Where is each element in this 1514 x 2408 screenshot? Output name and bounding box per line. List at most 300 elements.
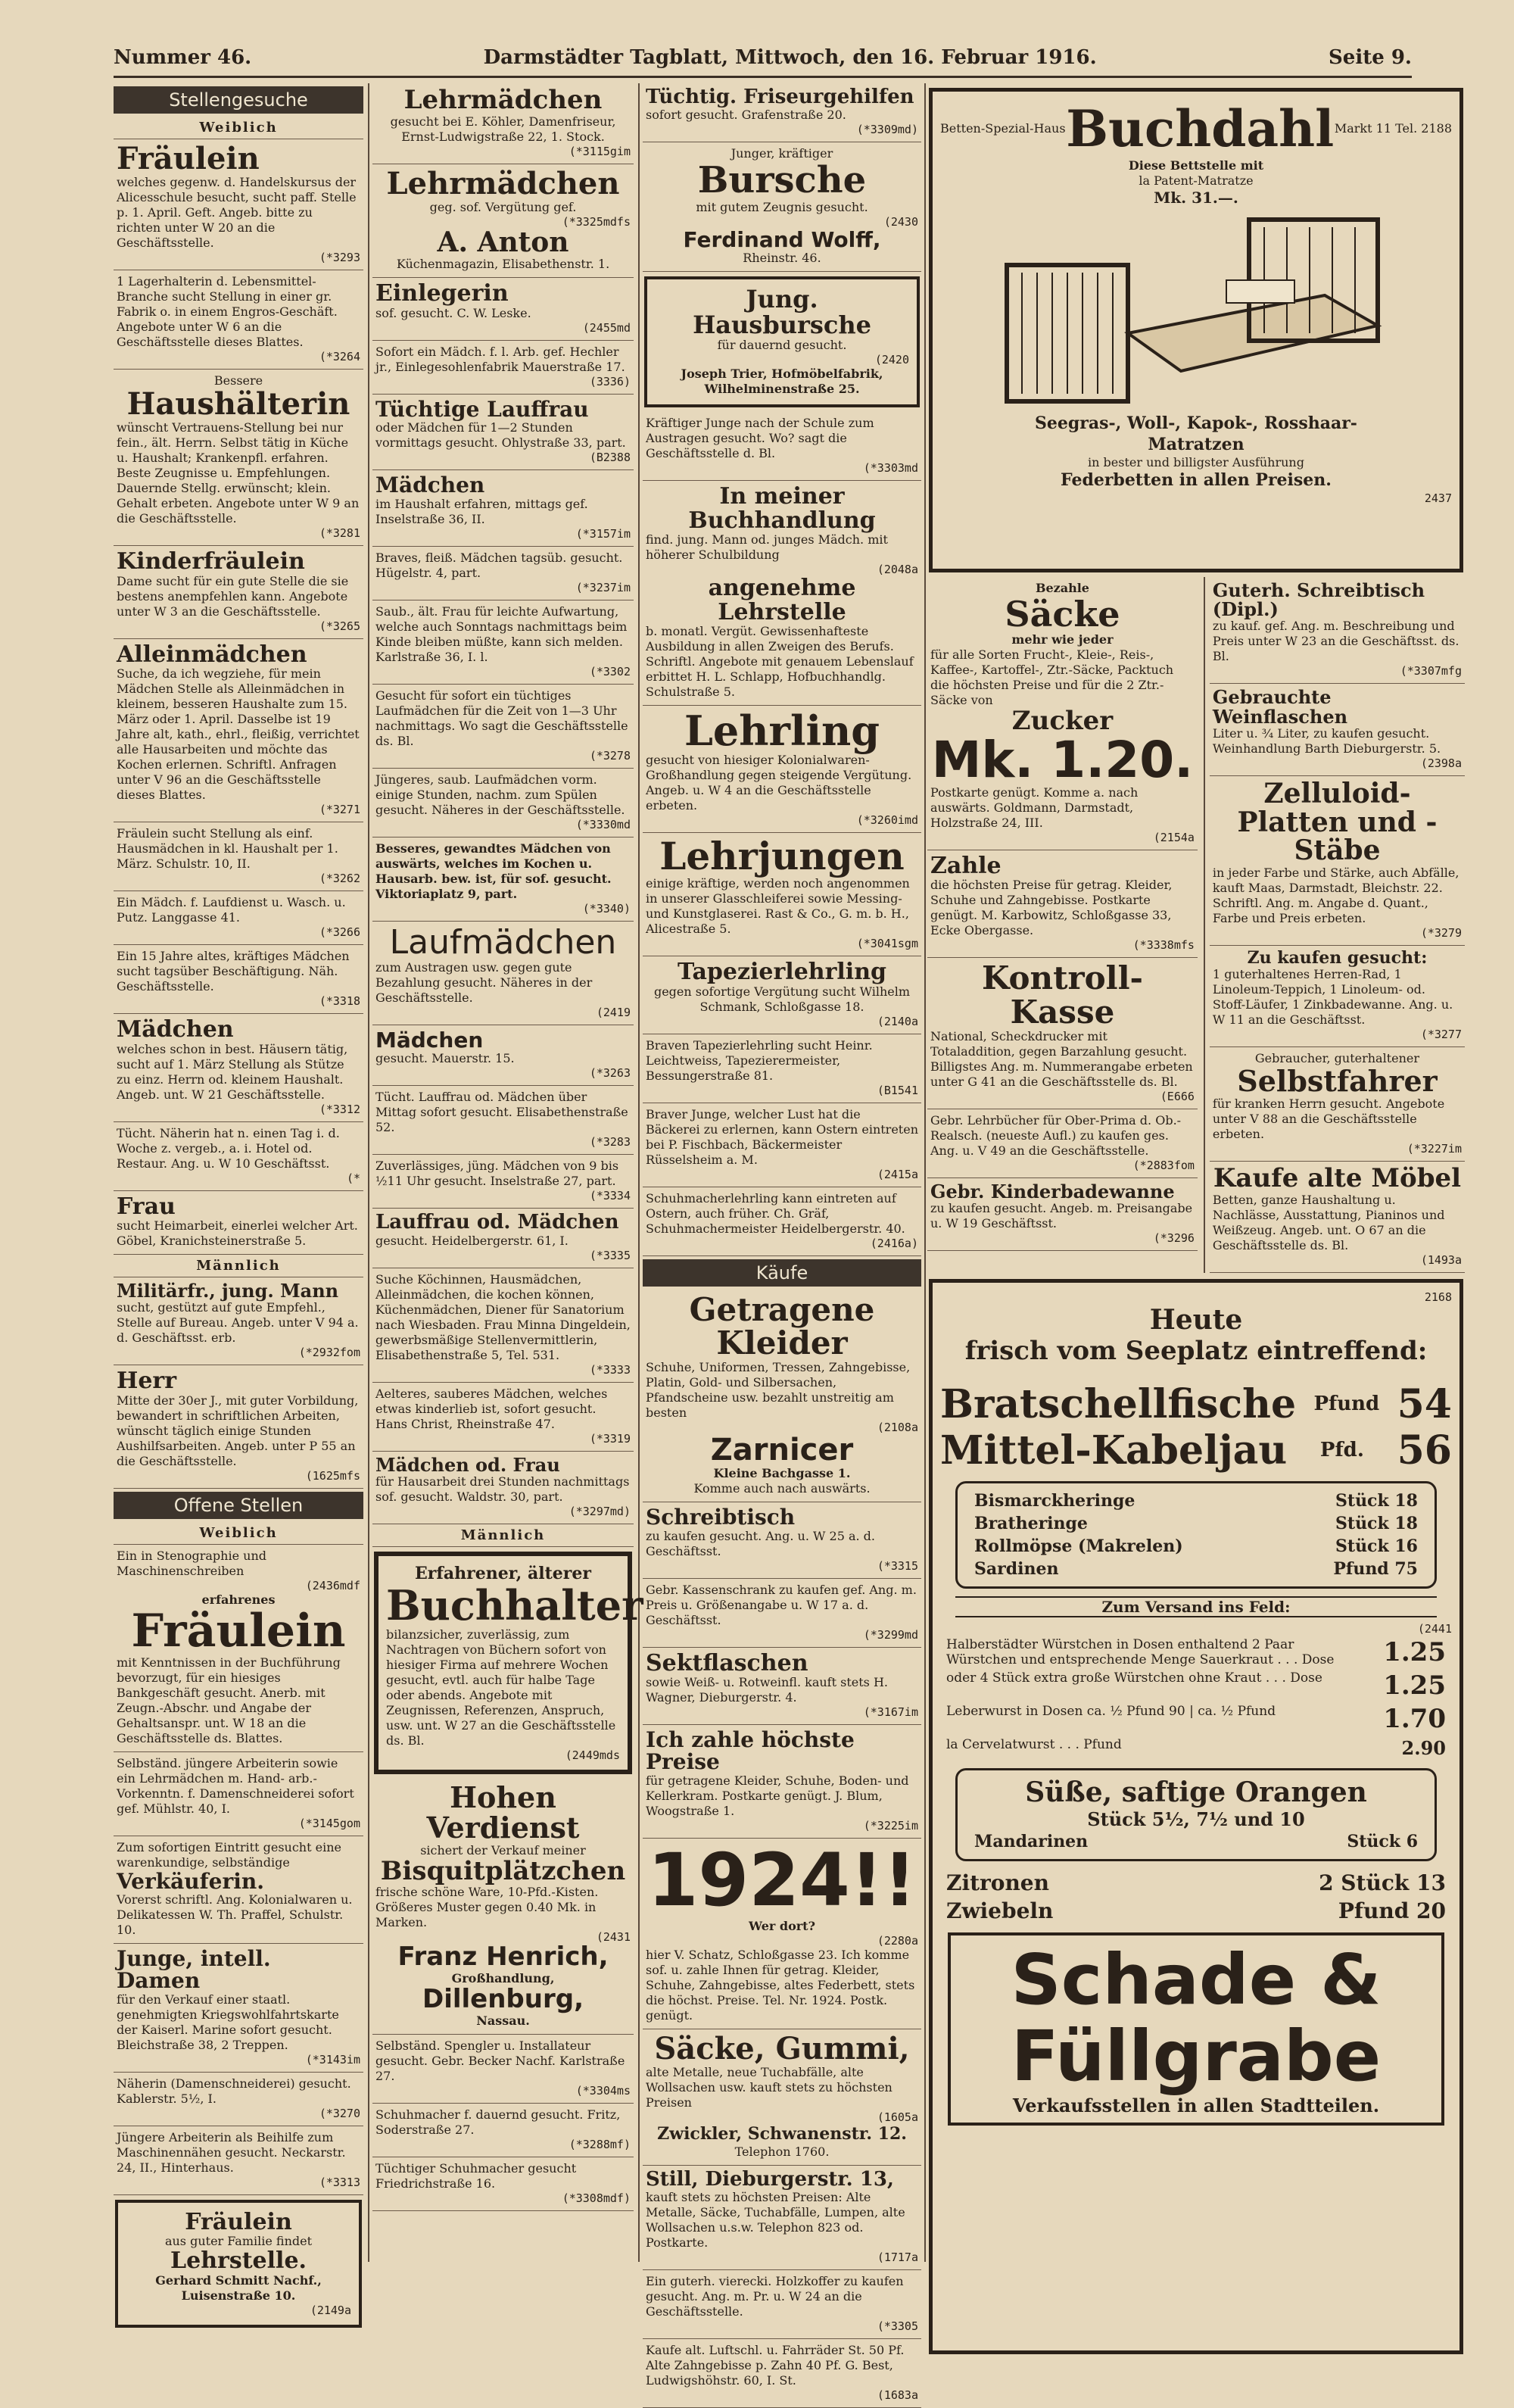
ad-text: Schuhmacherlehrling kann eintreten auf Ostern, auch früher. Ch. Gräf, Schuhmachermeister Heidelbergerstr. 40.	[646, 1190, 905, 1236]
ad-ref: (*3264	[319, 350, 360, 363]
ad-headline: Schreibtisch	[646, 1505, 796, 1530]
ad-ref: (*3145gom	[298, 1816, 360, 1830]
ad-price: Mk. 1.20.	[931, 730, 1194, 789]
ad-text: für den Verkauf einer staatl. genehmigten Kriegswohlfahrtskarte der Kaiserl. Marine sofort gesucht. Bleichstraße 38, 2 Treppen.	[117, 1992, 339, 2052]
classified-ad	[372, 1452, 634, 1524]
ad-ref: (*3302	[589, 664, 631, 678]
ad-ref: (*3225im	[863, 1818, 918, 1833]
herring-unit: Stück	[1335, 1536, 1389, 1556]
bed-ad-header	[940, 99, 1452, 158]
ad-text: Jüngere Arbeiterin als Beihilfe zum Maschinennähen gesucht. Neckarstr. 24, II., Hinterhaus.	[117, 2129, 346, 2175]
ad-ref: (*	[346, 1171, 360, 1185]
classified-ad	[643, 1725, 921, 1839]
classified-ad	[1210, 684, 1465, 775]
ad-headline: Kinderfräulein	[117, 548, 305, 575]
ad-text: Braves, fleiß. Mädchen tagsüb. gesucht. Hügelstr. 4, part.	[375, 550, 623, 580]
feld-price: 1.25	[1383, 1636, 1446, 1667]
ad-headline: Sektflaschen	[646, 1649, 808, 1677]
herring-row	[968, 1489, 1424, 1512]
section-heading: Stellengesuche	[114, 86, 363, 114]
ad-text: Tücht. Lauffrau od. Mädchen über Mittag sofort gesucht. Elisabethenstraße 52.	[375, 1090, 628, 1135]
ad-ref: (*3167im	[863, 1705, 918, 1720]
ad-headline: Tüchtig. Friseurgehilfen	[646, 86, 914, 108]
classified-ad	[372, 1086, 634, 1155]
ad-text: sowie Weiß- u. Rotweinfl. kauft stets H. Wagner, Dieburgerstr. 4.	[646, 1675, 888, 1705]
ad-headline: Mädchen	[117, 1016, 234, 1043]
classified-ad	[372, 685, 634, 769]
herring-price: 18	[1394, 1490, 1418, 1511]
ad-ref: (2441	[1417, 1621, 1452, 1636]
ad-ref: 2168	[1424, 1290, 1452, 1304]
ad-company: Ferdinand Wolff,	[683, 226, 881, 252]
herring-price: 18	[1394, 1513, 1418, 1533]
ad-text: für dauernd gesucht.	[717, 338, 847, 353]
classified-ad	[114, 639, 363, 823]
ad-text: Küchenmagazin, Elisabethenstr. 1.	[396, 257, 610, 272]
ad-city: Dillenburg,	[422, 1984, 584, 2015]
ad-ref: (1625mfs	[305, 1468, 360, 1483]
ad-ref: (*2932fom	[298, 1346, 360, 1360]
ad-headline: Ich zahle höchste Preise	[646, 1727, 855, 1775]
ad-ref: (2436mdf	[305, 1578, 360, 1592]
ad-text: Wer dort?	[749, 1918, 815, 1933]
ad-ref: (1605a	[877, 2110, 918, 2124]
ad-ref: (*3313	[319, 2175, 360, 2189]
ad-headline: Verkäuferin.	[117, 1868, 264, 1894]
classified-ad	[643, 2270, 921, 2339]
ad-headline: Zucker	[1011, 706, 1114, 737]
bed-advertisement	[929, 88, 1463, 572]
ad-ref: (*3312	[319, 1102, 360, 1116]
feld-item: Leberwurst in Dosen ca. ½ Pfund 90 | ca. ½ Pfund	[946, 1703, 1276, 1719]
classified-ad	[114, 1014, 363, 1122]
classified-ad	[643, 706, 921, 833]
ad-headline: Getragene Kleider	[689, 1290, 875, 1362]
feld-item: la Cervelatwurst . . . Pfund	[946, 1736, 1122, 1752]
ad-headline: Haushälterin	[126, 386, 350, 422]
ad-ref: (*3307mfg	[1400, 664, 1462, 678]
feld-price: 1.70	[1383, 1703, 1446, 1734]
herring-row	[968, 1558, 1424, 1580]
classified-ad	[1210, 776, 1465, 946]
classified-ad	[114, 1365, 363, 1489]
ad-headline: Mädchen od. Frau	[375, 1453, 560, 1476]
herring-name: Rollmöpse (Makrelen)	[974, 1536, 1183, 1556]
ad-headline: Zahle	[930, 852, 1002, 879]
classified-ad	[643, 412, 921, 481]
classified-ad	[372, 164, 634, 279]
ad-headline: Fräulein	[131, 1604, 346, 1658]
feld-row	[940, 1736, 1452, 1761]
lemon-row	[940, 1869, 1452, 1897]
lemon-item: Zitronen	[946, 1870, 1049, 1895]
herring-row	[968, 1512, 1424, 1535]
ad-ref: (*3157im	[575, 526, 631, 541]
column-4-wide	[927, 83, 1465, 2262]
bed-ad-line: la Patent-Matratze	[1139, 173, 1254, 188]
ad-text: Suche, da ich wegziehe, für mein Mädchen Stelle als Alleinmädchen in kleinem, besseren Haushalte zum 15. März oder 1. April. Dasselbe ist 19 Jahre alt, kath., ehrl., fleißig, verrichtet alle Hausarbeiten und möchte das Kochen erlernen. Schriftl. Anfragen unter V 96 an die Geschäftsstelle dieses Blattes.	[117, 666, 360, 802]
classified-ad	[372, 341, 634, 395]
section-heading: Offene Stellen	[114, 1492, 363, 1519]
ad-text: für Hausarbeit drei Stunden nachmittags sof. gesucht. Waldstr. 30, part.	[375, 1474, 630, 1504]
bed-ad-price: Mk. 31.—.	[1154, 189, 1238, 207]
ad-text: einige kräftige, werden noch angenommen in unserer Glasschleiferei sowie Messing- und Kunstglaserei. Rast & Co., G. m. b. H., Alicestraße 5.	[646, 876, 910, 937]
ad-headline: Lauffrau od. Mädchen	[375, 1211, 619, 1234]
ad-text: Betten, ganze Haushaltung u. Nachlässe, Ausstattung, Pianinos und Weißzeug. Angeb. unt. O 67 an die Geschäftsstelle ds. Bl.	[1212, 1192, 1445, 1252]
ad-text: Dame sucht für ein gute Stelle die sie bestens anempfehlen kann. Angebote unter W 3 an die Geschäftsstelle.	[117, 573, 349, 619]
ad-company: Zarnicer	[710, 1433, 854, 1468]
ad-headline: Lehrmädchen	[403, 85, 603, 115]
classified-ad	[114, 139, 363, 270]
feld-row	[940, 1702, 1452, 1736]
newspaper-title: Darmstädter Tagblatt, Mittwoch, den 16. Februar 1916.	[483, 46, 1097, 69]
ad-ref: (2420	[874, 353, 909, 367]
ad-ref: (*3266	[319, 925, 360, 939]
ad-text: welches gegenw. d. Handelskursus der Alicesschule besucht, sucht paff. Stelle p. 1. April. Geft. Angeb. bitte zu richten unter W 20 an die Geschäftsstelle.	[117, 175, 357, 250]
classified-ad	[372, 1155, 634, 1209]
ad-headline: Still, Dieburgerstr. 13,	[646, 2168, 894, 2191]
ad-text: Näherin (Damenschneiderei) gesucht. Kablerstr. 5½, I.	[117, 2076, 351, 2106]
ad-headline: Einlegerin	[375, 280, 509, 307]
classified-ad	[643, 1502, 921, 1578]
classified-ad	[1210, 946, 1465, 1047]
ad-ref: (B1541	[877, 1083, 918, 1097]
store-tagline: Verkaufsstellen in allen Stadtteilen.	[1012, 2095, 1380, 2117]
ad-ref: (*3304ms	[575, 2083, 631, 2098]
ad-headline: 1924!!	[647, 1837, 917, 1923]
onion-item: Zwiebeln	[946, 1898, 1054, 1923]
herring-name: Sardinen	[974, 1558, 1059, 1579]
lemon-price: 13	[1416, 1870, 1446, 1895]
ad-text: Komme auch nach auswärts.	[693, 1481, 871, 1496]
ad-text: oder Mädchen für 1—2 Stunden vormittags gesucht. Ohlystraße 33, part.	[375, 420, 626, 451]
ad-text: mit Kenntnissen in der Buchführung bevorzugt, für ein hiesiges Bankgeschäft gesucht. Anerb. mit Zeugn.-Abschr. und Angabe der Gehaltsanspr. unt. W 18 an die Geschäftsstelle ds. Blattes.	[117, 1655, 341, 1745]
ad-text: welches schon in best. Häusern tätig, sucht auf 1. März Stellung als Stütze zu einz. Herrn od. kleinem Haushalt. Angeb. unt. W 21 Geschäftsstelle.	[117, 1041, 348, 1102]
ad-text: für alle Sorten Frucht-, Kleie-, Reis-, Kaffee-, Kartoffel-, Ztr.-Säcke, Packtuch die höchsten Preise und für die 2 Ztr.-Säcke von	[930, 647, 1174, 708]
classified-ad	[114, 822, 363, 891]
ad-text: Mitte der 30er J., mit guter Vorbildung, bewandert in schriftlichen Arbeiten, wünscht täglich einige Stunden Aushilfsarbeiten. Angeb. unter P 55 an die Geschäftsstelle.	[117, 1393, 359, 1468]
classified-ad	[114, 1545, 363, 1752]
classified-ad	[372, 837, 634, 922]
ad-ref: (*3325mdfs	[562, 214, 631, 229]
fish-ad-heading: Heute	[1149, 1303, 1243, 1336]
ad-ref: (1493a	[1420, 1252, 1462, 1267]
ad-ref: (*3263	[589, 1066, 631, 1081]
ad-ref: (E666	[1160, 1089, 1195, 1103]
feld-row	[940, 1636, 1452, 1669]
ad-text: Ein 15 Jahre altes, kräftiges Mädchen sucht tagsüber Beschäftigung. Näh. Geschäftsstelle.	[117, 949, 350, 993]
ad-ref: (*3270	[319, 2106, 360, 2120]
ad-headline: Hohen Verdienst	[426, 1780, 580, 1845]
ad-text: Suche Köchinnen, Hausmädchen, Alleinmädchen, die kochen können, Küchenmädchen, Diener für Sanatorium nach Wiesbaden. Frau Minna Dingeldein, gewerbsmäßige Stellenvermittlerin, Elisabethenstraße 5, Tel. 531.	[375, 1271, 631, 1362]
ad-text: bilanzsicher, zuverlässig, zum Nachtragen von Büchern sofort von hiesiger Firma auf mehrere Wochen gesucht, evtl. auch für halbe Tage oder abends. Angebote mit Zeugnissen, Referenzen, Anspruch, usw. unt. W 27 an die Geschäftsstelle ds. Bl.	[386, 1627, 616, 1748]
ad-ref: (*3338mfs	[1132, 938, 1195, 953]
ad-ref: 2437	[1424, 491, 1452, 505]
herring-unit: Stück	[1335, 1513, 1389, 1533]
ad-text: im Haushalt erfahren, mittags gef. Inselstraße 36, II.	[375, 496, 588, 526]
ad-text: mit gutem Zeugnis gesucht.	[696, 199, 868, 214]
ad-ref: (*3293	[319, 251, 360, 264]
ad-text: Joseph Trier, Hofmöbelfabrik, Wilhelminenstraße 25.	[681, 367, 883, 397]
ad-ref: (*3227im	[1407, 1142, 1462, 1156]
classified-ad	[643, 833, 921, 957]
subsection-heading: Männlich	[114, 1255, 363, 1277]
ad-text: Gebr. Lehrbücher für Ober-Prima d. Ob.-Realsch. (neueste Aufl.) zu kaufen ges. Ang. u. V 49 an die Geschäftsstelle.	[930, 1112, 1182, 1158]
column-2	[372, 83, 643, 2262]
ad-ref: (*3271	[319, 803, 360, 816]
subsection-heading: Weiblich	[114, 117, 363, 139]
herring-name: Bismarckheringe	[974, 1490, 1136, 1511]
ad-text: 1 Lagerhalterin d. Lebensmittel-Branche sucht Stellung in einer gr. Fabrik o. in einem Engros-Geschäft. Angebote unter W 6 an die Geschäftsstelle dieses Blattes.	[117, 274, 338, 349]
ad-headline: Laufmädchen	[389, 922, 617, 962]
mid-ads-row	[927, 577, 1465, 1273]
ad-ref: (B2388	[589, 451, 631, 465]
ad-headline: Gebrauchte Weinflaschen	[1212, 686, 1348, 728]
ad-company: Franz Henrich,	[397, 1942, 609, 1973]
orange-unit: Stück	[1347, 1831, 1401, 1851]
classified-ad	[372, 1383, 634, 1452]
classified-ad	[372, 1779, 634, 2035]
subsection-heading: Männlich	[372, 1524, 634, 1547]
herring-unit: Pfund	[1333, 1558, 1389, 1579]
store-name-line: Füllgrabe	[1011, 2016, 1382, 2097]
ad-text: Bezahle	[1035, 581, 1089, 595]
ad-text: alte Metalle, neue Tuchabfälle, alte Wollsachen usw. kauft stets zu höchsten Preisen	[646, 2064, 893, 2110]
ad-text: Nassau.	[476, 2013, 530, 2028]
ad-headline: Tapezierlehrling	[678, 959, 886, 986]
schade-box	[948, 1932, 1444, 2126]
ad-headline: Selbstfahrer	[1237, 1064, 1438, 1099]
ad-ref: (*3277	[1420, 1028, 1462, 1042]
ad-text: für kranken Herrn gesucht. Angebote unter V 88 an die Geschäftsstelle erbeten.	[1212, 1096, 1445, 1142]
bed-ad-line: in bester und billigster Ausführung	[1088, 455, 1304, 469]
ad-ref: (1717a	[877, 2250, 918, 2265]
fish-item-unit: Pfund	[1313, 1393, 1380, 1416]
ad-ref: (*3237im	[575, 580, 631, 594]
ad-company: Zwickler, Schwanenstr. 12.	[657, 2123, 907, 2144]
ad-text: Tüchtiger Schuhmacher gesucht Friedrichstraße 16.	[375, 2160, 577, 2191]
classified-ad	[927, 577, 1198, 850]
classified-ad	[1210, 1162, 1465, 1273]
page-side: Seite 9.	[1329, 46, 1412, 69]
classified-ad	[114, 1752, 363, 1836]
orange-price: 6	[1406, 1831, 1418, 1851]
classified-ad	[643, 1290, 921, 1502]
ad-headline: Fräulein	[117, 141, 260, 176]
ad-ref: (*3281	[319, 526, 360, 540]
ad-text: hier V. Schatz, Schloßgasse 23. Ich komme sof. u. zahle Ihnen für getrag. Kleider, Schuhe, Zahngebisse, altes Federbett, stets die höchst. Preise. Tel. Nr. 1924. Postk. genügt.	[646, 1947, 915, 2023]
herring-box	[955, 1481, 1437, 1589]
fish-item-unit: Pfd.	[1319, 1439, 1364, 1462]
classified-ad	[643, 2029, 921, 2166]
onion-price: 20	[1416, 1898, 1446, 1923]
ad-text: Braver Junge, welcher Lust hat die Bäckerei zu erlernen, kann Ostern eintreten bei P. Fischbach, Bäckermeister Rüsselsheim a. M.	[646, 1106, 918, 1167]
ad-ref: (*3288mf)	[569, 2137, 631, 2151]
classified-ad	[643, 956, 921, 1034]
store-name-line: Schade &	[1011, 1939, 1382, 2020]
classified-ad	[372, 1268, 634, 1383]
ad-ref: (2108a	[877, 1421, 918, 1435]
ad-ref: (2431	[596, 1930, 631, 1945]
classified-ad	[372, 600, 634, 685]
ad-text: National, Scheckdrucker mit Totaladdition, gegen Barzahlung gesucht. Billigstes Ang. m. Nummerangabe erbeten unter G 41 an die Geschäftsstelle ds. Bl.	[930, 1028, 1193, 1089]
bed-ad-right: Markt 11 Tel. 2188	[1334, 121, 1452, 136]
ad-ref: (*3305	[877, 2319, 918, 2334]
ad-headline: Lehrling	[684, 706, 880, 756]
ad-text: gesucht. Mauerstr. 15.	[375, 1051, 515, 1066]
section-heading: Käufe	[643, 1259, 921, 1287]
ad-text: Kaufe alt. Luftschl. u. Fahrräder St. 50 Pf. Alte Zahngebisse p. Zahn 40 Pf. G. Best, Ludwigshöhstr. 60, I. St.	[646, 2343, 905, 2388]
ad-text: Gesucht für sofort ein tüchtiges Laufmädchen für die Zeit von 1—3 Uhr nachmittags. Wo sagt die Geschäftsstelle ds. Bl.	[375, 688, 628, 748]
ad-ref: (*3318	[319, 994, 360, 1008]
classified-ad	[643, 2339, 921, 2408]
fish-advertisement	[929, 1279, 1463, 2354]
column-rule	[368, 83, 369, 2262]
column-rule	[924, 83, 926, 2262]
classified-ad	[927, 850, 1198, 959]
ad-text: Gebraucher, guterhaltener	[1254, 1051, 1420, 1066]
ad-ref: (2398a	[1420, 756, 1462, 770]
classified-ad	[372, 922, 634, 1025]
ad-text: Saub., ält. Frau für leichte Aufwartung, welche auch Sonntags nachmittags beim Kinde bleiben müßte, kann sich melden. Karlstraße 36, I. l.	[375, 604, 628, 664]
ad-text: Vorerst schriftl. Ang. Kolonialwaren u. Delikatessen W. Th. Praffel, Schulstr. 10.	[117, 1892, 353, 1938]
fish-ad-subheading: frisch vom Seeplatz eintreffend:	[964, 1335, 1428, 1366]
classified-ad	[643, 1034, 921, 1103]
ad-text: Selbständ. jüngere Arbeiterin sowie ein Lehrmädchen m. Hand- arb.-Vorkenntn. f. Damenschneiderei sofort gef. Mühlstr. 40, I.	[117, 1755, 354, 1816]
classified-ad	[372, 470, 634, 546]
ad-headline: Frau	[117, 1193, 176, 1220]
classified-ad	[114, 1122, 363, 1191]
onion-row	[940, 1897, 1452, 1925]
ad-text: Schuhe, Uniformen, Tressen, Zahngebisse, Platin, Gold- und Silbersachen, Pfandscheine usw. bezahlt unstreitig am besten	[646, 1360, 911, 1421]
ad-text: erfahrenes	[201, 1592, 276, 1607]
ad-ref: (2140a	[877, 1014, 918, 1028]
classified-ad	[114, 546, 363, 639]
orange-text: Stück 5½, 7½ und 10	[1087, 1808, 1305, 1830]
ad-headline: Jung. Hausbursche	[693, 285, 871, 339]
ad-ref: (*3297md)	[569, 1504, 631, 1518]
ad-ref: (*3334	[589, 1189, 631, 1203]
ad-headline: Alleinmädchen	[117, 641, 307, 668]
feld-row	[940, 1669, 1452, 1702]
feld-item: oder 4 Stück extra große Würstchen ohne Kraut . . . Dose	[946, 1670, 1322, 1686]
ad-text: Ein Mädch. f. Laufdienst u. Wasch. u. Putz. Langgasse 41.	[117, 895, 346, 925]
ad-text: Rheinstr. 46.	[743, 251, 821, 266]
ad-headline: Kontroll-Kasse	[981, 959, 1143, 1031]
ad-ref: (*3335	[589, 1248, 631, 1262]
ad-headline: Zu kaufen gesucht:	[1247, 948, 1428, 969]
ad-headline: Säcke, Gummi,	[654, 2030, 910, 2066]
ad-ref: (2455md	[582, 320, 631, 335]
fish-item-price: 56	[1397, 1427, 1452, 1474]
ad-text: Fräulein sucht Stellung als einf. Hausmädchen in kl. Haushalt per 1. März. Schulstr. 10, II.	[117, 826, 338, 871]
classified-ad	[372, 83, 634, 164]
boxed-ad	[374, 1552, 643, 1774]
ad-headline: Guterh. Schreibtisch (Dipl.)	[1212, 579, 1425, 621]
ad-text: sucht, gestützt auf gute Empfehl., Stelle auf Bureau. Angeb. unter V 94 a. d. Geschäftsst. erb.	[117, 1300, 359, 1346]
ad-text: Sofort ein Mädch. f. l. Arb. gef. Hechler jr., Einlegesohlenfabrik Mauerstraße 17.	[375, 344, 625, 374]
bed-ad-line: Seegras-, Woll-, Kapok-, Rosshaar-	[1035, 413, 1357, 433]
ad-ref: (1683a	[877, 2388, 918, 2403]
classified-ad	[114, 1944, 363, 2073]
ad-text: Erfahrener, älterer	[415, 1563, 591, 1583]
ad-ref: (*3315	[877, 1558, 918, 1573]
herring-price: 75	[1394, 1558, 1418, 1579]
ad-text: sucht Heimarbeit, einerlei welcher Art. Göbel, Kranichsteinerstraße 5.	[117, 1218, 358, 1248]
ad-headline: Lehrstelle.	[170, 2247, 307, 2275]
column-1	[114, 83, 363, 2317]
orange-item: Mandarinen	[974, 1831, 1089, 1851]
ad-text: Telephon 1760.	[734, 2144, 830, 2160]
ad-text: Gebr. Kassenschrank zu kaufen gef. Ang. m. Preis u. Größenangabe u. W 17 a. d. Geschäftsst.	[646, 1582, 917, 1627]
ad-text: zum Austragen usw. gegen gute Bezahlung gesucht. Näheres in der Geschäftsstelle.	[375, 959, 593, 1005]
bed-ad-brand: Buchdahl	[1066, 99, 1335, 158]
ad-headline: Fräulein	[185, 2208, 292, 2235]
ad-ref: (*3309md)	[856, 123, 918, 137]
ad-text: zu kauf. gef. Ang. m. Beschreibung und Preis unter W 23 an die Geschäftsst. ds. Bl.	[1212, 619, 1459, 664]
classified-ad	[114, 2073, 363, 2126]
classified-ad	[114, 2126, 363, 2195]
classified-ad	[643, 481, 921, 706]
ad-headline: Säcke	[1005, 594, 1120, 635]
ad-text: Junger, kräftiger	[731, 146, 833, 161]
classified-ad	[927, 1178, 1198, 1251]
ad-text: Selbständ. Spengler u. Installateur gesucht. Gebr. Becker Nachf. Karlstraße 27.	[375, 2038, 625, 2083]
ad-ref: (*3303md	[863, 461, 918, 476]
ad-text: zu kaufen gesucht. Angeb. m. Preisangabe u. W 19 Geschäftsst.	[930, 1200, 1193, 1231]
ad-ref: (2419	[596, 1005, 631, 1019]
ad-ref: (2280a	[877, 1933, 918, 1948]
classified-ad	[372, 2157, 634, 2211]
ad-headline: In meiner Buchhandlung	[688, 483, 876, 534]
ad-text: Aelteres, sauberes Mädchen, welches etwas kinderlieb ist, sofort gesucht. Hans Christ, Rheinstraße 47.	[375, 1386, 608, 1431]
boxed-ad	[644, 276, 920, 407]
classified-ad	[643, 1579, 921, 1648]
ad-text: aus guter Familie findet	[164, 2234, 313, 2249]
classified-ad	[1210, 1047, 1465, 1162]
ad-headline: Tüchtige Lauffrau	[375, 396, 589, 422]
fish-item-name: Mittel-Kabeljau	[940, 1427, 1288, 1474]
ad-text: Gerhard Schmitt Nachf., Luisenstraße 10.	[155, 2272, 322, 2303]
ad-ref: (*3319	[589, 1431, 631, 1446]
classified-ad	[927, 958, 1198, 1109]
ad-headline: Bisquitplätzchen	[380, 1855, 626, 1886]
ad-text: geg. sof. Vergütung gef.	[429, 199, 577, 214]
ad-text: Besseres, gewandtes Mädchen von auswärts, welches im Kochen u. Hausarb. bew. ist, für sof. gesucht. Viktoriaplatz 9, part.	[375, 841, 612, 901]
ad-headline: Mädchen	[375, 473, 485, 498]
ad-text: in jeder Farbe und Stärke, auch Abfälle, kauft Maas, Darmstadt, Bleichstr. 22. Schriftl. Ang. m. Angabe d. Quant., Farbe und Preis erbeten.	[1212, 866, 1459, 926]
ad-ref: (*3041sgm	[856, 937, 918, 951]
bed-ad-line: Matratzen	[1148, 434, 1245, 454]
feld-price: 1.25	[1383, 1670, 1446, 1701]
feld-heading: Zum Versand ins Feld:	[955, 1596, 1437, 1617]
mid-ads-right	[1204, 577, 1465, 1273]
ad-ref: (*3296	[1153, 1231, 1195, 1245]
classified-ad	[643, 1103, 921, 1187]
masthead	[114, 39, 1412, 78]
ad-text: gesucht. Heidelbergerstr. 61, I.	[375, 1233, 569, 1248]
ad-ref: (*3299md	[863, 1627, 918, 1642]
boxed-ad	[115, 2200, 362, 2328]
ad-text: 1 guterhaltenes Herren-Rad, 1 Linoleum-Teppich, 1 Linoleum- od. Stoff-Läufer, 1 Zinkbadewanne. Ang. u. W 11 an die Geschäftsst.	[1212, 967, 1453, 1028]
fish-item-row	[940, 1381, 1452, 1427]
classified-ad	[114, 945, 363, 1014]
ad-text: Kräftiger Junge nach der Schule zum Austragen gesucht. Wo? sagt die Geschäftsstelle d. Bl.	[646, 416, 874, 461]
classified-ad	[372, 2035, 634, 2104]
ad-text: Zum sofortigen Eintritt gesucht eine warenkundige, selbständige	[117, 1839, 341, 1870]
ad-text: für getragene Kleider, Schuhe, Boden- und Kellerkram. Postkarte genügt. J. Blum, Woogstraße 1.	[646, 1773, 909, 1818]
ad-ref: (*3265	[319, 619, 360, 633]
